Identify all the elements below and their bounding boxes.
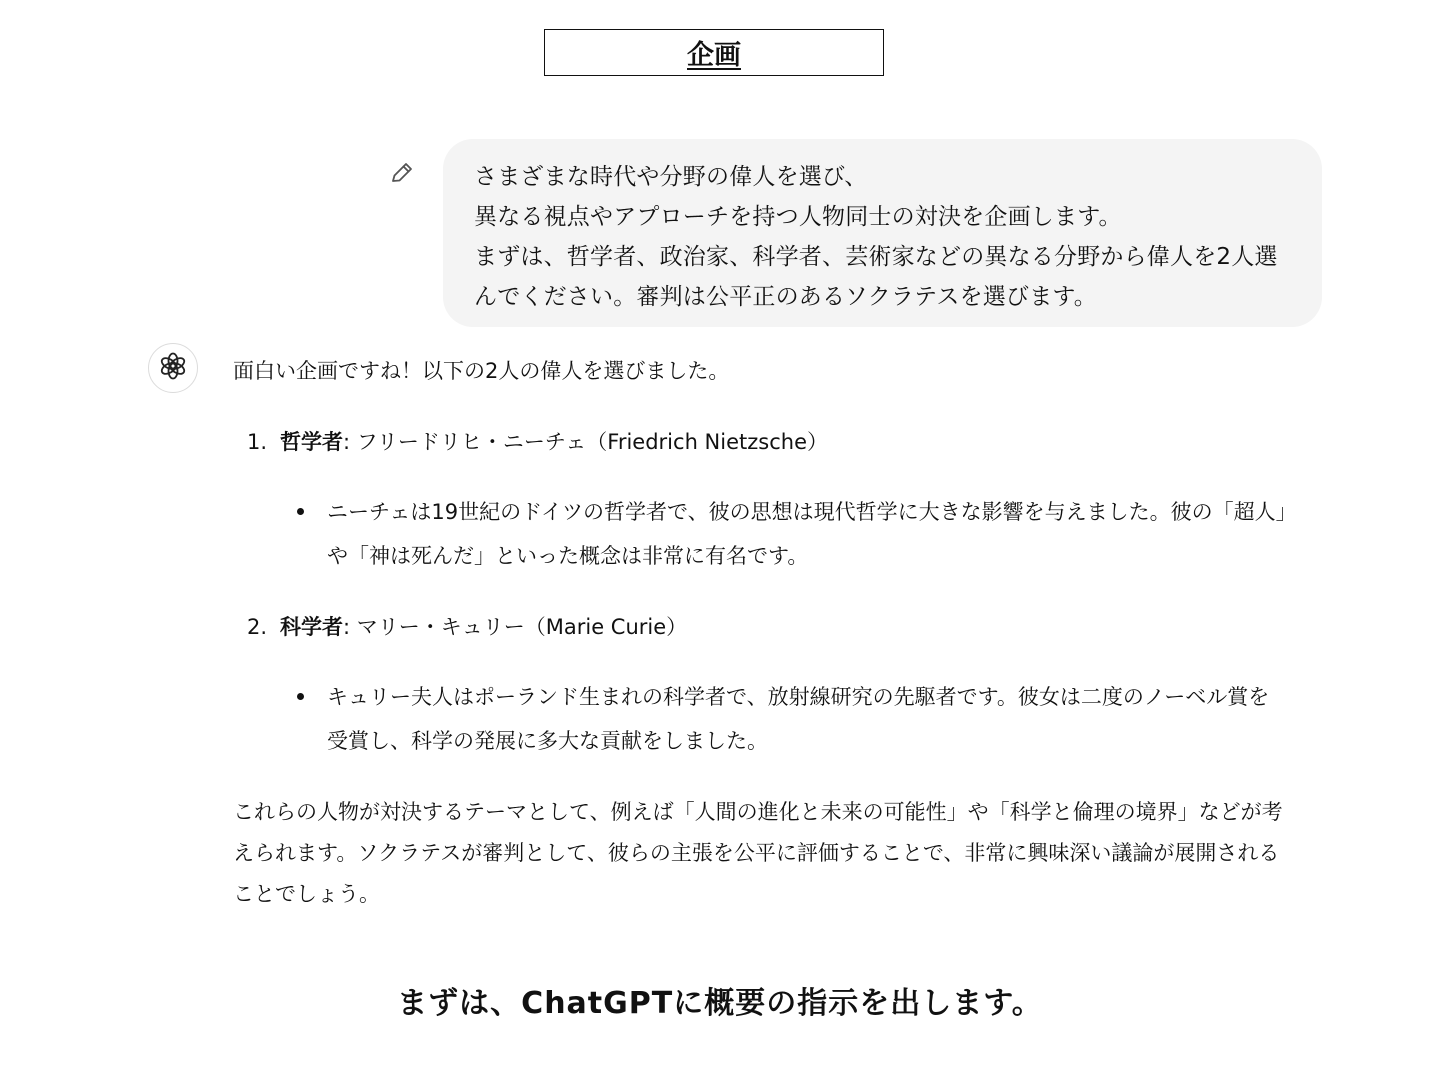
list-item-value: : フリードリヒ・ニーチェ（Friedrich Nietzsche） xyxy=(343,430,828,454)
assistant-conclusion: これらの人物が対決するテーマとして、例えば「人間の進化と未来の可能性」や「科学と倫理の境界」などが考えられます。ソクラテスが審判として、彼らの主張を公平に評価することで、非常に興味深い議論が展開されることでしょう。 xyxy=(233,800,1283,906)
user-message-line: さまざまな時代や分野の偉人を選び、 xyxy=(474,164,868,190)
openai-logo-icon xyxy=(159,352,187,384)
slide-caption: まずは、ChatGPTに概要の指示を出します。 xyxy=(397,986,1043,1021)
list-number: 2. xyxy=(247,615,268,639)
bullet-text: ニーチェは19世紀のドイツの哲学者で、彼の思想は現代哲学に大きな影響を与えました。彼の「超人」や「神は死んだ」といった概念は非常に有名です。 xyxy=(327,500,1287,568)
list-item-label: 科学者 xyxy=(280,615,343,639)
list-item-value: : マリー・キュリー（Marie Curie） xyxy=(343,615,688,639)
bullet-text: キュリー夫人はポーランド生まれの科学者で、放射線研究の先駆者です。彼女は二度のノーベル賞を受賞し、科学の発展に多大な貢献をしました。 xyxy=(327,685,1270,753)
user-message-line: 異なる視点やアプローチを持つ人物同士の対決を企画します。 xyxy=(474,204,1122,230)
user-message-line: まずは、哲学者、政治家、科学者、芸術家などの異なる分野から偉人を2人選 xyxy=(474,244,1278,270)
list-item xyxy=(247,610,687,644)
bullet-dot xyxy=(297,693,304,700)
page-title: 企画 xyxy=(544,29,884,76)
list-number: 1. xyxy=(247,430,268,454)
bullet-dot xyxy=(297,508,304,515)
list-bullet xyxy=(327,675,1287,763)
pencil-icon[interactable] xyxy=(389,160,415,186)
assistant-intro: 面白い企画ですね！以下の2人の偉人を選びました。 xyxy=(233,359,730,383)
list-item-label: 哲学者 xyxy=(280,430,343,454)
list-bullet xyxy=(327,490,1287,578)
list-item xyxy=(247,425,828,459)
assistant-message xyxy=(233,354,1293,906)
user-message-line: んでください。審判は公平正のあるソクラテスを選びます。 xyxy=(474,284,1097,310)
assistant-avatar xyxy=(148,343,198,393)
user-message-bubble xyxy=(443,139,1322,327)
